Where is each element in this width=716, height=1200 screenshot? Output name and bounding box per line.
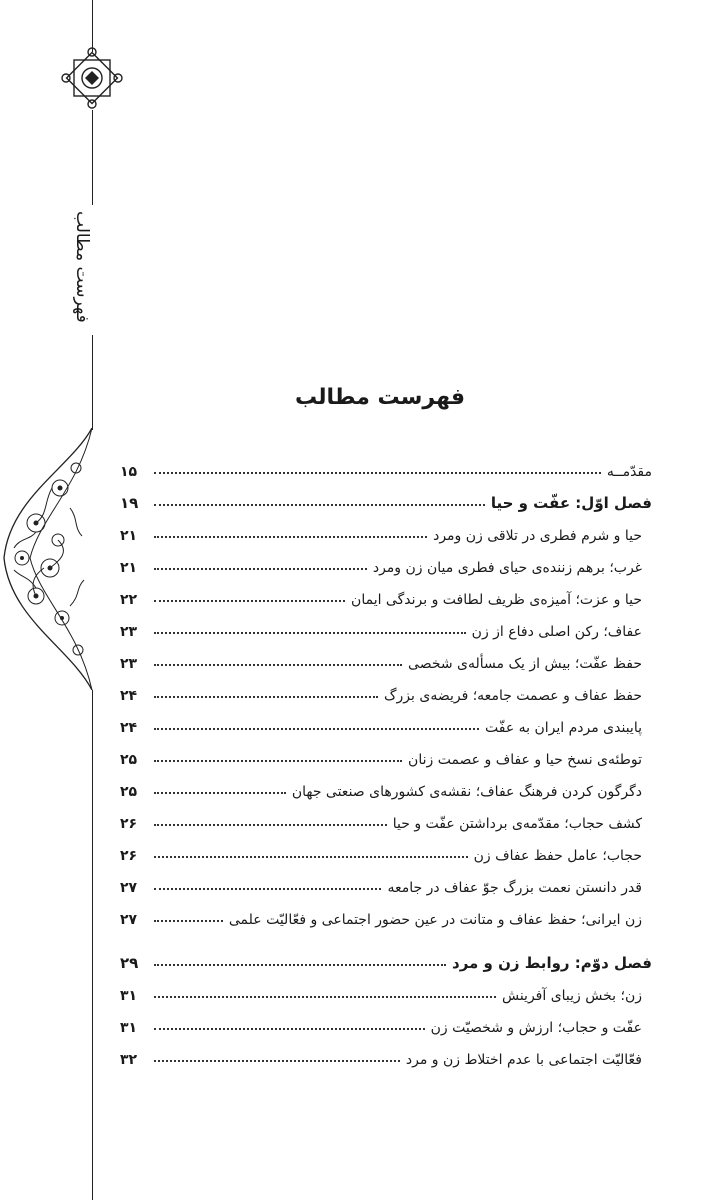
toc-page-number: ۲۱: [120, 560, 138, 576]
toc-page-number: ۲۳: [120, 656, 138, 672]
toc-entry-intro: [120, 448, 652, 480]
toc-leader-dots: [154, 1028, 425, 1030]
toc-entry-label: پایبندی مردم ایران به عفّت: [484, 720, 642, 736]
toc-leader-dots: [154, 1060, 400, 1062]
toc-page-number: ۲۹: [120, 954, 139, 972]
toc-page-number: ۳۱: [120, 1020, 138, 1036]
toc-entry: [120, 640, 652, 672]
toc-leader-dots: [154, 792, 286, 794]
toc-page-number: ۲۴: [120, 720, 138, 736]
toc-leader-dots: [154, 728, 479, 730]
toc-leader-dots: [154, 888, 381, 890]
toc-chapter-label: فصل اوّل: عفّت و حیا: [490, 494, 652, 512]
floral-ornament-icon: [0, 428, 108, 690]
star-ornament-icon: [58, 44, 126, 112]
toc-leader-dots: [154, 920, 223, 922]
toc-entry-label: حیا و شرم فطری در تلاقی زن ومرد: [433, 528, 642, 544]
toc-entry: [120, 1004, 652, 1036]
toc-entry: [120, 972, 652, 1004]
toc-chapter-label: فصل دوّم: روابط زن و مرد: [452, 954, 652, 972]
toc-page-number: ۲۷: [120, 912, 138, 928]
toc-entry-label: کشف حجاب؛ مقدّمه‌ی برداشتن عفّت و حیا: [392, 816, 642, 832]
toc-page-number: ۳۱: [120, 988, 138, 1004]
toc-entry: [120, 832, 652, 864]
toc-page-number: ۱۹: [120, 494, 139, 512]
toc-entry-label: زن؛ بخش زیبای آفرینش: [501, 988, 642, 1004]
toc-page-number: ۱۵: [120, 464, 138, 480]
toc-leader-dots: [154, 760, 402, 762]
toc-entry: [120, 1036, 652, 1068]
toc-entry-label: حجاب؛ عامل حفظ عفاف زن: [473, 848, 642, 864]
toc-page-number: ۲۳: [120, 624, 138, 640]
toc-entry-label: فعّالیّت اجتماعی با عدم اختلاط زن و مرد: [405, 1052, 642, 1068]
toc-leader-dots: [154, 856, 468, 858]
vertical-rule-middle: [92, 110, 93, 205]
toc-chapter-1: [120, 480, 652, 512]
toc-entry: [120, 768, 652, 800]
toc-page-number: ۲۵: [120, 752, 138, 768]
toc-entry-label: عفّت و حجاب؛ ارزش و شخصیّت زن: [430, 1020, 642, 1036]
toc-entry-label: زن ایرانی؛ حفظ عفاف و متانت در عین حضور اجتماعی و فعّالیّت علمی: [228, 912, 642, 928]
toc-entry: [120, 864, 652, 896]
toc-entry-label: مقدّمــه: [606, 464, 652, 480]
toc-entry: [120, 608, 652, 640]
toc-leader-dots: [154, 472, 601, 474]
toc-leader-dots: [154, 600, 345, 602]
toc-entry: [120, 704, 652, 736]
toc-entry-label: حفظ عفّت؛ بیش از یک مسأله‌ی شخصی: [408, 656, 642, 672]
toc-entry: [120, 576, 652, 608]
toc-entry-label: حیا و عزت؛ آمیزه‌ی ظریف لطافت و برندگی ایمان: [351, 592, 642, 608]
toc-entry-label: توطئه‌ی نسخ حیا و عفاف و عصمت زنان: [408, 752, 642, 768]
toc-entry-label: عفاف؛ رکن اصلی دفاع از زن: [471, 624, 642, 640]
toc-entry: [120, 544, 652, 576]
chapter-spacer: [120, 928, 652, 940]
toc-entry: [120, 736, 652, 768]
toc-leader-dots: [154, 536, 427, 538]
vertical-rule-lower: [92, 335, 93, 430]
toc-page-number: ۲۲: [120, 592, 138, 608]
toc-entry-label: دگرگون کردن فرهنگ عفاف؛ نقشه‌ی کشورهای صنعتی جهان: [291, 784, 642, 800]
toc-entry-label: قدر دانستن نعمت بزرگ جوّ عفاف در جامعه: [387, 880, 642, 896]
toc-leader-dots: [154, 568, 367, 570]
table-of-contents: [120, 448, 652, 1068]
vertical-rule-bottom: [92, 690, 93, 1200]
toc-leader-dots: [154, 504, 485, 506]
toc-page-number: ۲۵: [120, 784, 138, 800]
toc-entry: [120, 672, 652, 704]
toc-entry: [120, 512, 652, 544]
toc-entry-label: حفظ عفاف و عصمت جامعه؛ فریضه‌ی بزرگ: [384, 688, 642, 704]
toc-entry: [120, 896, 652, 928]
toc-page-number: ۲۴: [120, 688, 138, 704]
toc-page-number: ۲۷: [120, 880, 138, 896]
toc-page-number: ۲۱: [120, 528, 138, 544]
toc-page-number: ۲۶: [120, 816, 138, 832]
toc-leader-dots: [154, 824, 387, 826]
toc-leader-dots: [154, 664, 402, 666]
side-running-title: فهرست مطالب: [72, 211, 92, 323]
toc-leader-dots: [154, 964, 446, 966]
toc-page-number: ۲۶: [120, 848, 138, 864]
toc-leader-dots: [154, 632, 466, 634]
toc-entry-label: غرب؛ برهم زننده‌ی حیای فطری میان زن ومرد: [372, 560, 642, 576]
page-title: فهرست مطالب: [294, 385, 466, 410]
toc-leader-dots: [154, 996, 496, 998]
toc-entry: [120, 800, 652, 832]
toc-leader-dots: [154, 696, 378, 698]
toc-page-number: ۳۲: [120, 1052, 138, 1068]
toc-chapter-2: [120, 940, 652, 972]
